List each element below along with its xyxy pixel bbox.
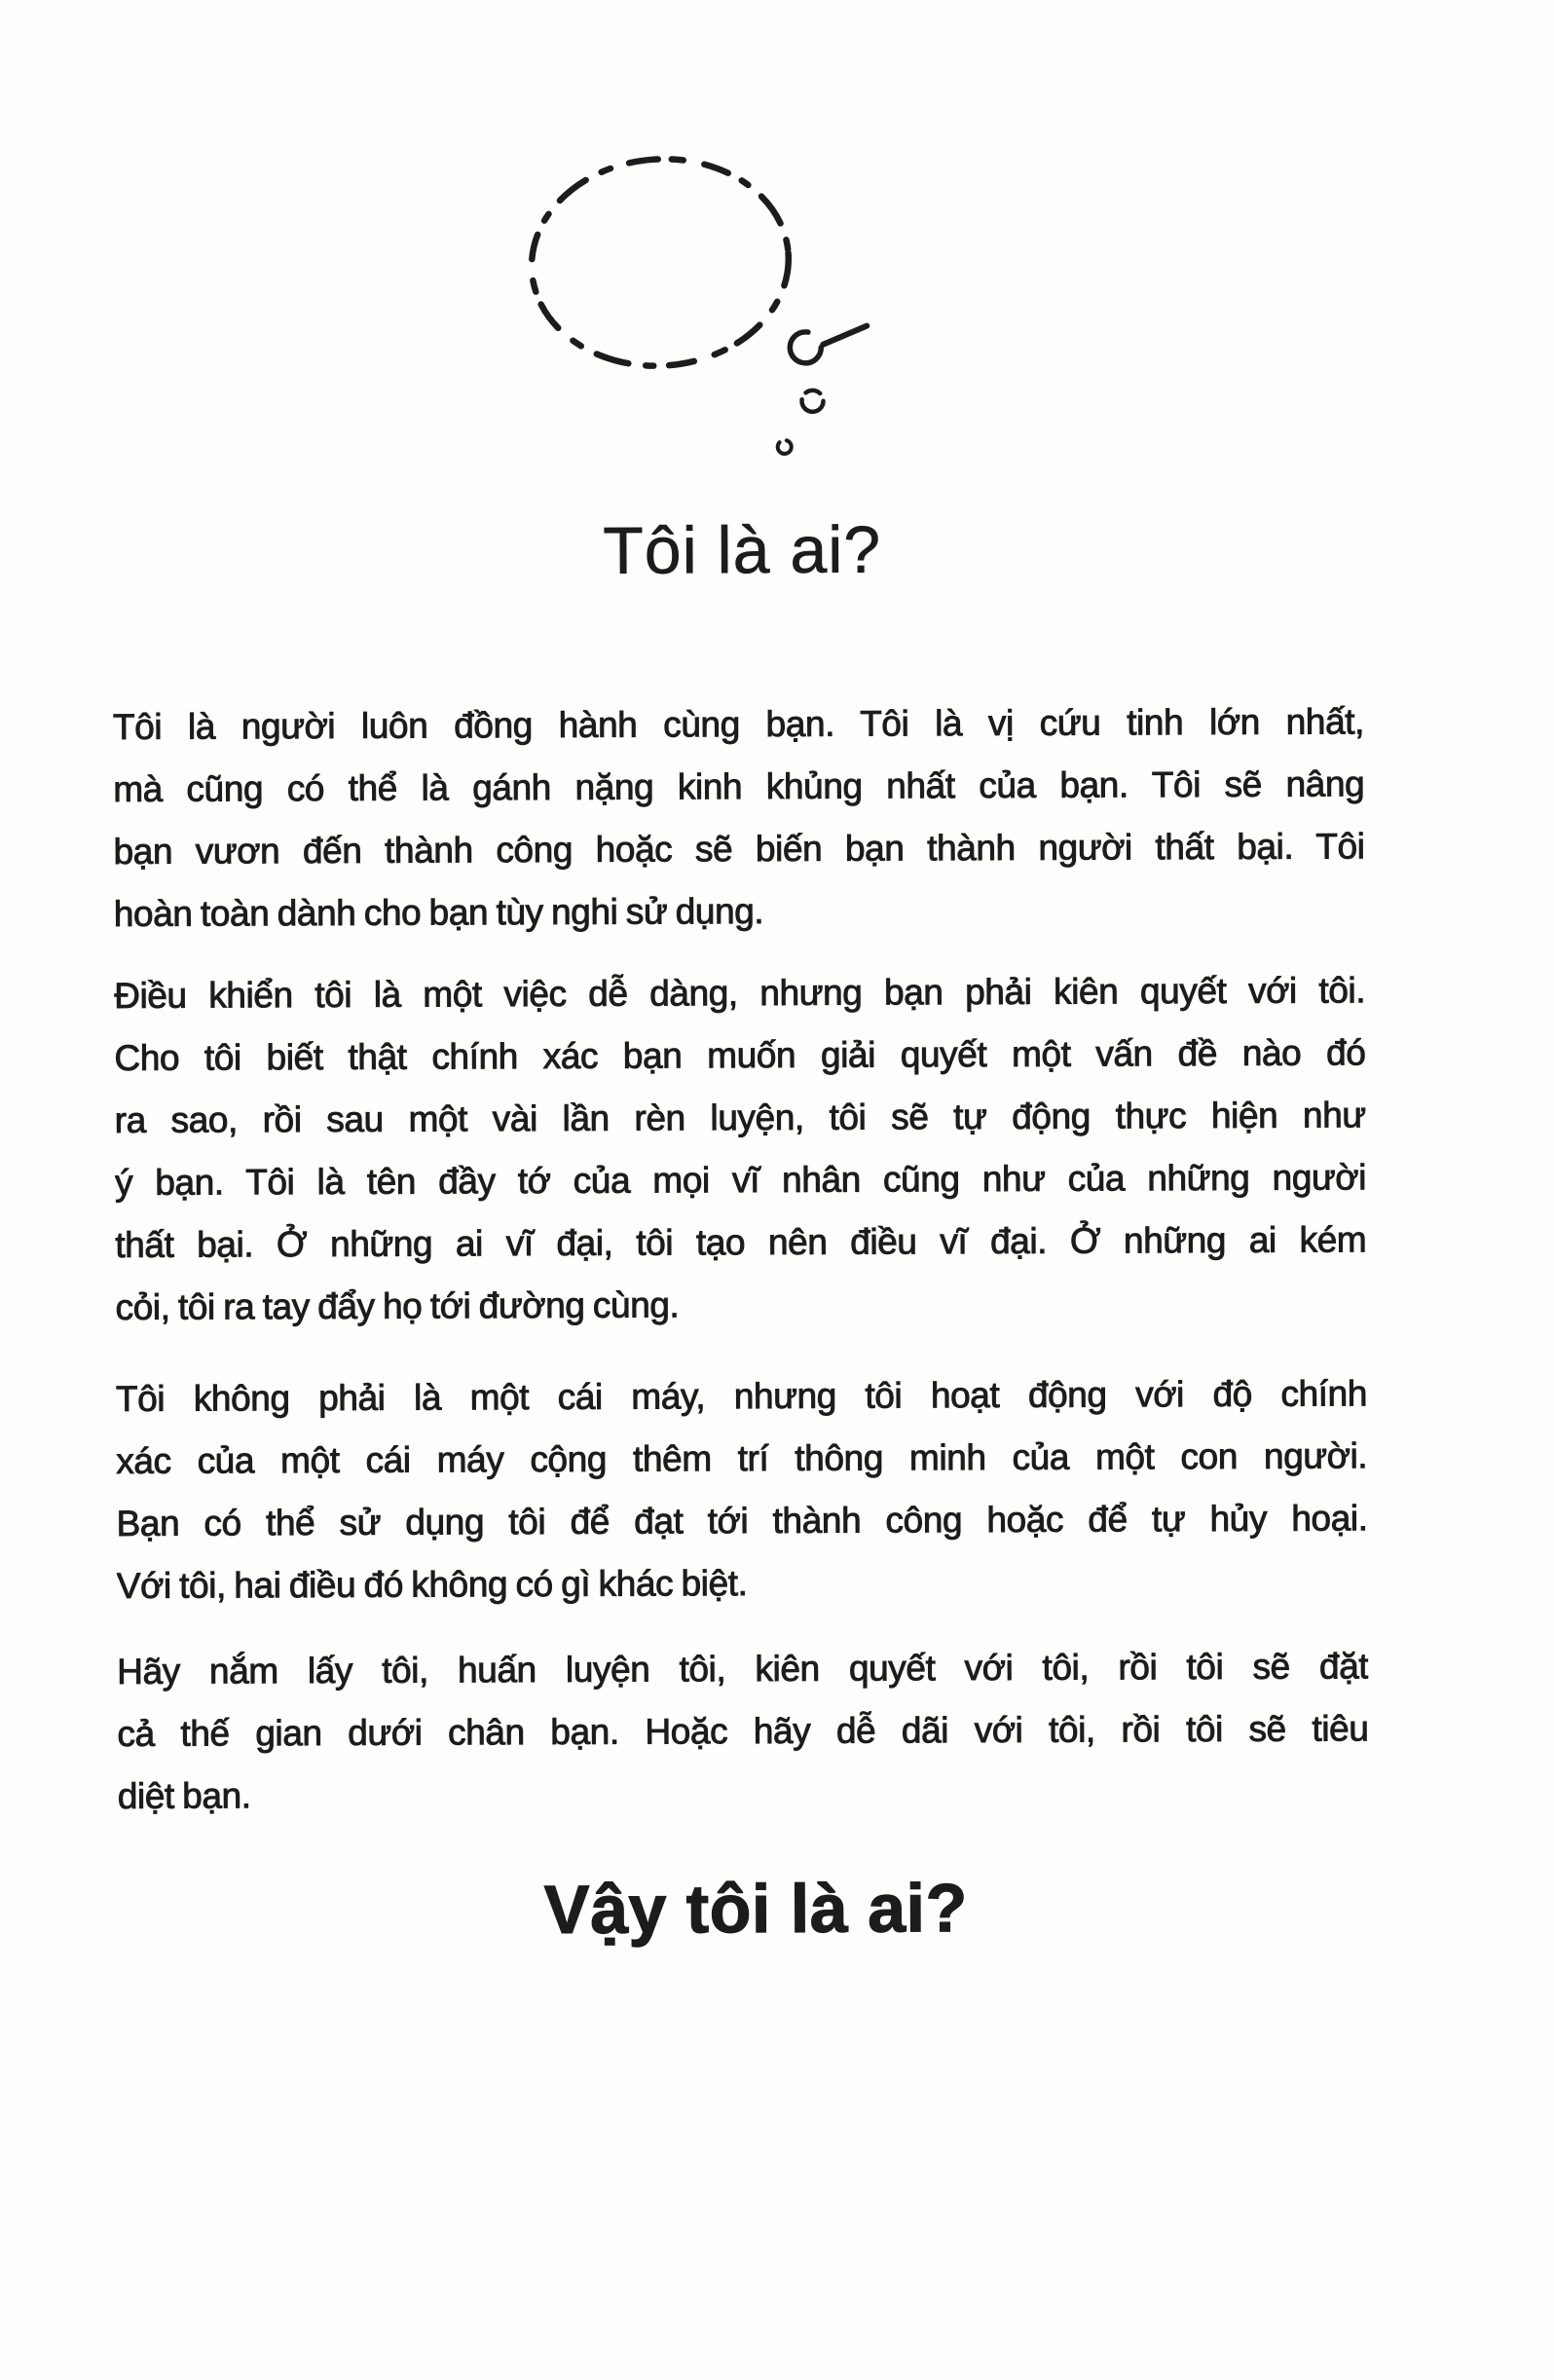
- text-line: diệt bạn.: [117, 1775, 251, 1816]
- text-line: ra sao, rồi sau một vài lần rèn luyện, tôi sẽ tự động thực hiện như: [114, 1095, 1366, 1140]
- text-line: cỏi, tôi ra tay đẩy họ tới đường cùng.: [115, 1284, 680, 1327]
- text-line: Tôi là người luôn đồng hành cùng bạn. Tôi là vị cứu tinh lớn nhất,: [112, 701, 1365, 747]
- text-line: Bạn có thể sử dụng tôi để đạt tới thành công hoặc để tự hủy hoại.: [116, 1498, 1368, 1543]
- text-line: mà cũng có thể là gánh nặng kinh khủng nhất của bạn. Tôi sẽ nâng: [113, 763, 1365, 809]
- paragraph: [114, 959, 1367, 1339]
- page-title: Tôi là ai?: [603, 512, 882, 588]
- text-line: Tôi không phải là một cái máy, nhưng tôi hoạt động với độ chính: [115, 1373, 1368, 1419]
- closing-title: Vậy tôi là ai?: [543, 1870, 968, 1949]
- paragraph: [113, 690, 1365, 946]
- text-line: Với tôi, hai điều đó không có gì khác biệt.: [116, 1563, 748, 1606]
- text-line: thất bại. Ở những ai vĩ đại, tôi tạo nên điều vĩ đại. Ở những ai kém: [115, 1219, 1367, 1265]
- text-line: Hãy nắm lấy tôi, huấn luyện tôi, kiên quyết với tôi, rồi tôi sẽ đặt: [117, 1646, 1369, 1692]
- text-line: ý bạn. Tôi là tên đầy tớ của mọi vĩ nhân cũng như của những người: [114, 1157, 1367, 1203]
- text-line: cả thế gian dưới chân bạn. Hoặc hãy dễ dãi với tôi, rồi tôi sẽ tiêu: [117, 1708, 1369, 1754]
- body-text: [113, 690, 1369, 1847]
- text-line: Điều khiển tôi là một việc dễ dàng, nhưng bạn phải kiên quyết với tôi.: [114, 970, 1366, 1016]
- text-line: Cho tôi biết thật chính xác bạn muốn giải quyết một vấn đề nào đó: [114, 1032, 1366, 1078]
- thought-bubble-icon: [517, 143, 908, 496]
- text-line: xác của một cái máy cộng thêm trí thông minh của một con người.: [116, 1435, 1368, 1481]
- text-line: bạn vươn đến thành công hoặc sẽ biến bạn thành người thất bại. Tôi: [113, 826, 1365, 872]
- paragraph: [116, 1362, 1368, 1618]
- paragraph: [117, 1635, 1369, 1828]
- text-line: hoàn toàn dành cho bạn tùy nghi sử dụng.: [113, 891, 764, 934]
